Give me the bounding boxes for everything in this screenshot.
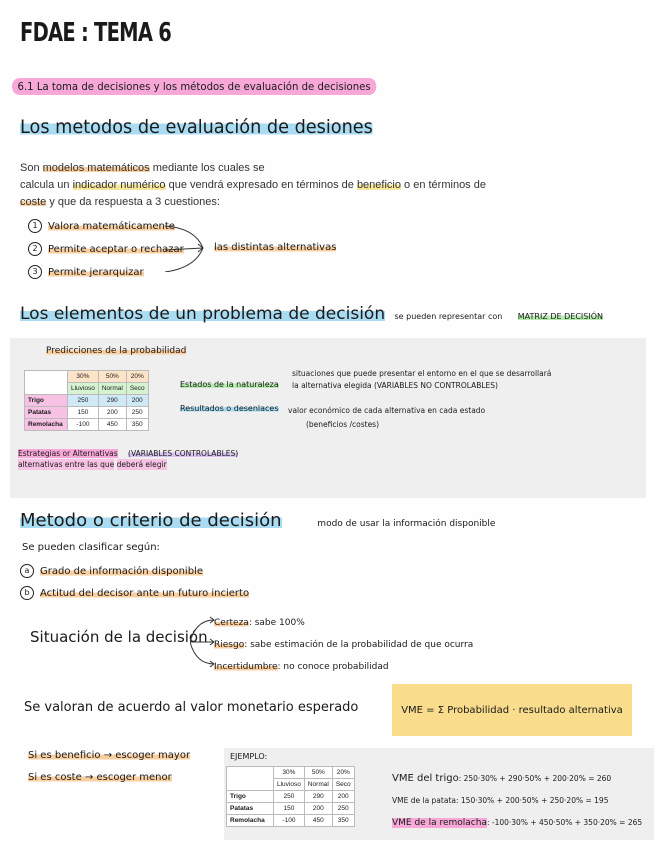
p-highlight: modelos matemáticos [42, 162, 150, 174]
matrix-explanation-box [10, 338, 646, 498]
situacion-item-desc: : sabe 100% [248, 618, 305, 628]
prob-cell: 30% [68, 371, 99, 383]
list-number: 2 [28, 242, 42, 256]
estados-desc-line: situaciones que puede presentar el entorno en el que se desarrollará [292, 369, 552, 378]
clas-letter: b [20, 586, 34, 600]
vme-line [392, 812, 642, 834]
coste-rule: Si es coste → escoger menor [28, 772, 172, 783]
value-cell: -100 [68, 419, 99, 431]
matriz-label: MATRIZ DE DECISIÓN [517, 312, 603, 321]
state-cell: Lluvioso [274, 779, 305, 791]
situacion-item-desc: : sabe estimación de la probabilidad de que ocurra [244, 640, 474, 650]
situaciones-list [214, 612, 473, 678]
p-text: calcula un [20, 179, 73, 191]
prob-cell: 20% [332, 767, 354, 779]
list-brace-arrows [165, 222, 215, 272]
valoran-text: Se valoran de acuerdo al valor monetario esperado [24, 700, 359, 715]
value-cell: 350 [332, 815, 354, 827]
vme-calculations [392, 768, 642, 834]
list-number: 1 [28, 219, 42, 233]
list-item-text: Permite aceptar o rechazar [48, 244, 184, 255]
row-name: Remolacha [25, 419, 68, 431]
estados-desc-line: la alternativa elegida (VARIABLES NO CONTROLABLES) [292, 381, 498, 390]
ejemplo-box [224, 748, 654, 840]
vme-formula: VME = Σ Probabilidad · resultado alternativa [401, 704, 623, 716]
ejemplo-matrix [226, 766, 355, 827]
estrategias-block [18, 448, 238, 470]
matrix-corner [25, 371, 68, 395]
prob-cell: 50% [304, 767, 332, 779]
row-name: Patatas [25, 407, 68, 419]
situacion-item-label: Certeza [214, 618, 249, 628]
beneficio-rule: Si es beneficio → escoger mayor [28, 750, 191, 761]
vme-line-calc: : 150·30% + 200·50% + 250·20% = 195 [455, 796, 609, 805]
heading-elementos-text: Los elementos de un problema de decisión [20, 304, 386, 324]
state-cell: Seco [126, 383, 148, 395]
clas-a [20, 564, 203, 578]
row-name: Trigo [227, 791, 274, 803]
clas-letter: a [20, 564, 34, 578]
p-highlight: indicador numérico [72, 179, 166, 191]
value-cell: 150 [274, 803, 305, 815]
heading-criterio-text: Metodo o criterio de decisión [20, 510, 282, 531]
situacion-item-desc: : no conoce probabilidad [277, 662, 389, 672]
value-cell: 200 [332, 791, 354, 803]
value-cell: 350 [126, 419, 148, 431]
heading-metodos-text: Los metodos de evaluación de desiones [20, 116, 373, 138]
value-cell: 200 [304, 803, 332, 815]
p-text: o en términos de [400, 179, 486, 191]
numbered-list [28, 215, 184, 284]
ejemplo-label: EJEMPLO: [230, 752, 268, 761]
state-cell: Lluvioso [68, 383, 99, 395]
value-cell: 250 [332, 803, 354, 815]
value-cell: 200 [126, 395, 148, 407]
estrategias-desc: alternativas entre las que [18, 460, 115, 469]
list-brace-text: las distintas alternativas [214, 242, 337, 253]
row-name: Remolacha [227, 815, 274, 827]
vme-line-calc: : -100·30% + 450·50% + 350·20% = 265 [486, 818, 643, 827]
predicciones-label: Predicciones de la probabilidad [46, 346, 187, 356]
row-name: Trigo [25, 395, 68, 407]
vme-line-label: VME de la remolacha [392, 818, 487, 828]
list-item [28, 238, 184, 261]
value-cell: 290 [98, 395, 126, 407]
page-title: FDAE : TEMA 6 [20, 18, 172, 48]
value-cell: 150 [68, 407, 99, 419]
estados-desc [292, 368, 551, 392]
list-item-text: Permite jerarquizar [48, 267, 144, 278]
state-cell: Seco [332, 779, 354, 791]
resultados-desc-line: (beneficios /costes) [306, 420, 380, 429]
decision-matrix [24, 370, 149, 431]
row-name: Patatas [227, 803, 274, 815]
vme-line-label: VME de la patata [392, 796, 456, 805]
criterio-suffix: modo de usar la información disponible [317, 519, 496, 529]
matrix-corner [227, 767, 274, 791]
heading-criterio [20, 510, 495, 531]
heading-metodos [20, 116, 399, 138]
list-item [28, 261, 184, 284]
vme-line [392, 768, 642, 790]
prob-cell: 20% [126, 371, 148, 383]
prob-cell: 50% [98, 371, 126, 383]
situacion-item-label: Riesgo [214, 640, 245, 650]
value-cell: 250 [68, 395, 99, 407]
value-cell: 200 [98, 407, 126, 419]
vme-line-calc: : 250·30% + 290·50% + 200·20% = 260 [458, 774, 612, 783]
intro-paragraph [20, 160, 580, 211]
list-item [28, 215, 184, 238]
vme-line [392, 790, 642, 812]
value-cell: 450 [304, 815, 332, 827]
situacion-item [214, 656, 473, 678]
vme-formula-box [392, 684, 632, 736]
elementos-suffix: se pueden representar con [394, 312, 503, 321]
vme-line-label: VME del trigo [392, 773, 459, 784]
heading-elementos [20, 304, 603, 324]
resultados-label: Resultados o desenlaces [180, 404, 279, 413]
p-text: y que da respuesta a 3 cuestiones: [46, 196, 220, 208]
value-cell: 450 [98, 419, 126, 431]
resultados-desc [288, 404, 485, 432]
value-cell: 290 [304, 791, 332, 803]
p-text: que vendrá expresado en términos de [165, 179, 357, 191]
value-cell: 250 [126, 407, 148, 419]
clas-text: Actitud del decisor ante un futuro incierto [40, 588, 250, 599]
p-highlight: beneficio [356, 179, 401, 191]
variables-controlables: (VARIABLES CONTROLABLES) [128, 449, 239, 458]
list-number: 3 [28, 265, 42, 279]
p-text: Son [20, 162, 43, 174]
situacion-item [214, 612, 473, 634]
state-cell: Normal [304, 779, 332, 791]
state-cell: Normal [98, 383, 126, 395]
estrategias-desc: deberá elegir [116, 460, 167, 469]
estrategias-label: Estrategias or Alternativas [18, 449, 118, 458]
p-text: mediante los cuales se [149, 162, 265, 174]
clas-text: Grado de información disponible [40, 566, 203, 577]
situacion-item-label: Incertidumbre [214, 662, 278, 672]
p-highlight: coste [20, 196, 47, 208]
section-6-1-heading: 6.1 La toma de decisiones y los métodos de evaluación de decisiones [12, 78, 376, 95]
situacion-label: Situación de la decisión [30, 628, 208, 646]
resultados-desc-line: valor económico de cada alternativa en cada estado [288, 406, 486, 415]
prob-cell: 30% [274, 767, 305, 779]
value-cell: 250 [274, 791, 305, 803]
clasificar-text: Se pueden clasificar según: [22, 542, 160, 553]
situacion-item [214, 634, 473, 656]
clas-b [20, 586, 249, 600]
estados-label: Estados de la naturaleza [180, 380, 279, 389]
list-item-text: Valora matemáticamente [48, 221, 175, 232]
value-cell: -100 [274, 815, 305, 827]
